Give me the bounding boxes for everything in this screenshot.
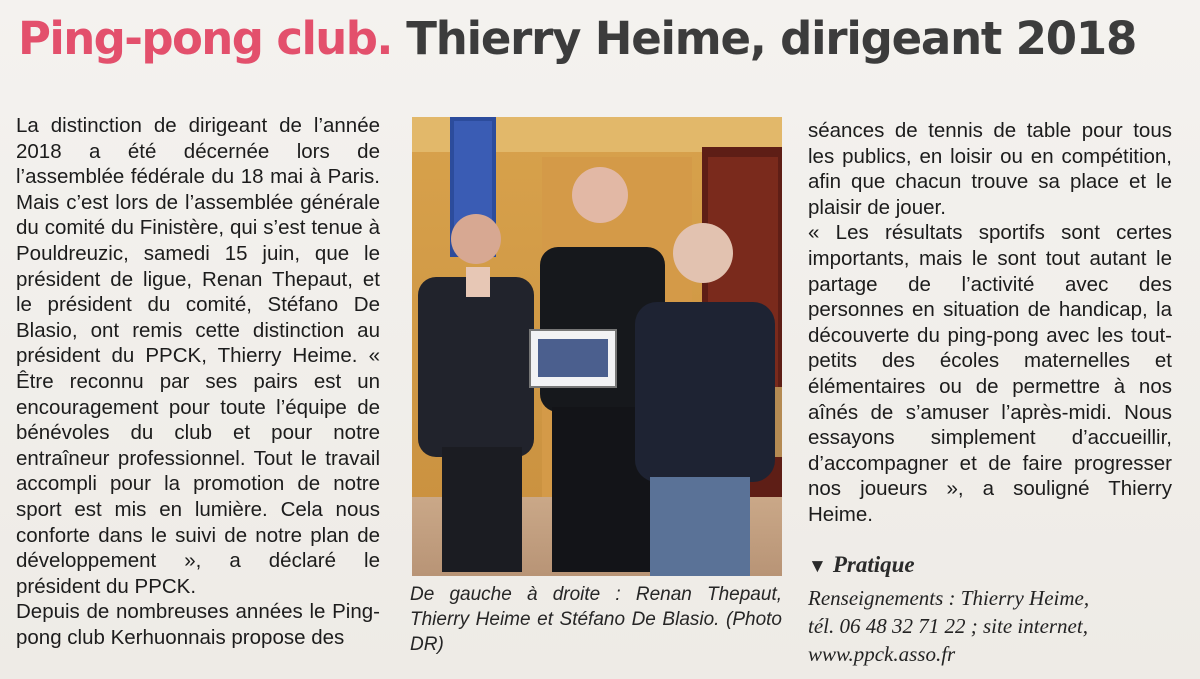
article-header bbox=[18, 12, 1178, 65]
article-column-left bbox=[16, 113, 380, 650]
info-line: tél. 06 48 32 71 22 ; site internet, bbox=[808, 614, 1088, 638]
pratique-heading bbox=[808, 552, 915, 578]
article-kicker: Ping-pong club. bbox=[18, 12, 392, 65]
article-paragraph: La distinction de dirigeant de l’année 2018 a été décernée lors de l’assemblée fédérale du 18 mai à Paris. Mais c’est lors de l’assemblée générale du comité du Finistère, qui s’est tenue à Pouldreuzic, samedi 15 juin, que le président de ligue, Renan Thepaut, et le président du comité, Stéfano De Blasio, ont remis cette distinction au président du PPCK, Thierry Heime. « Être reconnu par ses pairs est un encouragement pour toute l’équipe de bénévoles du club et pour notre entraîneur professionnel. Tout le travail accompli pour la promotion de notre sport est mis en lumière. Cela nous conforte dans le suivi de notre plan de développement », a déclaré le président du PPCK. bbox=[16, 114, 380, 598]
article-paragraph: « Les résultats sportifs sont certes importants, mais le sont tout autant le partage de l’activité avec des personnes en situation de handicap, la découverte du ping-pong avec les tout-petits des écoles maternelles et élémentaires ou de permettre à nos aînés de s’amuser l’après-midi. Nous essayons simplement d’accueillir, d’accompagner et de faire progresser nos joueurs », a souligné Thierry Heime. bbox=[808, 221, 1172, 526]
award-photo-illustration bbox=[412, 117, 782, 576]
article-column-right bbox=[808, 118, 1172, 528]
practical-info bbox=[808, 584, 1178, 668]
article-title: Thierry Heime, dirigeant 2018 bbox=[406, 12, 1137, 65]
pratique-label: Pratique bbox=[832, 552, 915, 577]
article-paragraph: séances de tennis de table pour tous les publics, en loisir ou en compétition, afin que chacun trouve sa place et le plaisir de jouer. bbox=[808, 119, 1172, 219]
website-link: www.ppck.asso.fr bbox=[808, 642, 956, 666]
article-photo bbox=[412, 117, 782, 576]
info-line: Renseignements : Thierry Heime, bbox=[808, 586, 1090, 610]
article-paragraph: Depuis de nombreuses années le Ping-pong club Kerhuonnais propose des bbox=[16, 600, 380, 649]
photo-caption: De gauche à droite : Renan Thepaut, Thierry Heime et Stéfano De Blasio. (Photo DR) bbox=[410, 584, 782, 655]
triangle-down-icon: ▼ bbox=[808, 556, 827, 577]
